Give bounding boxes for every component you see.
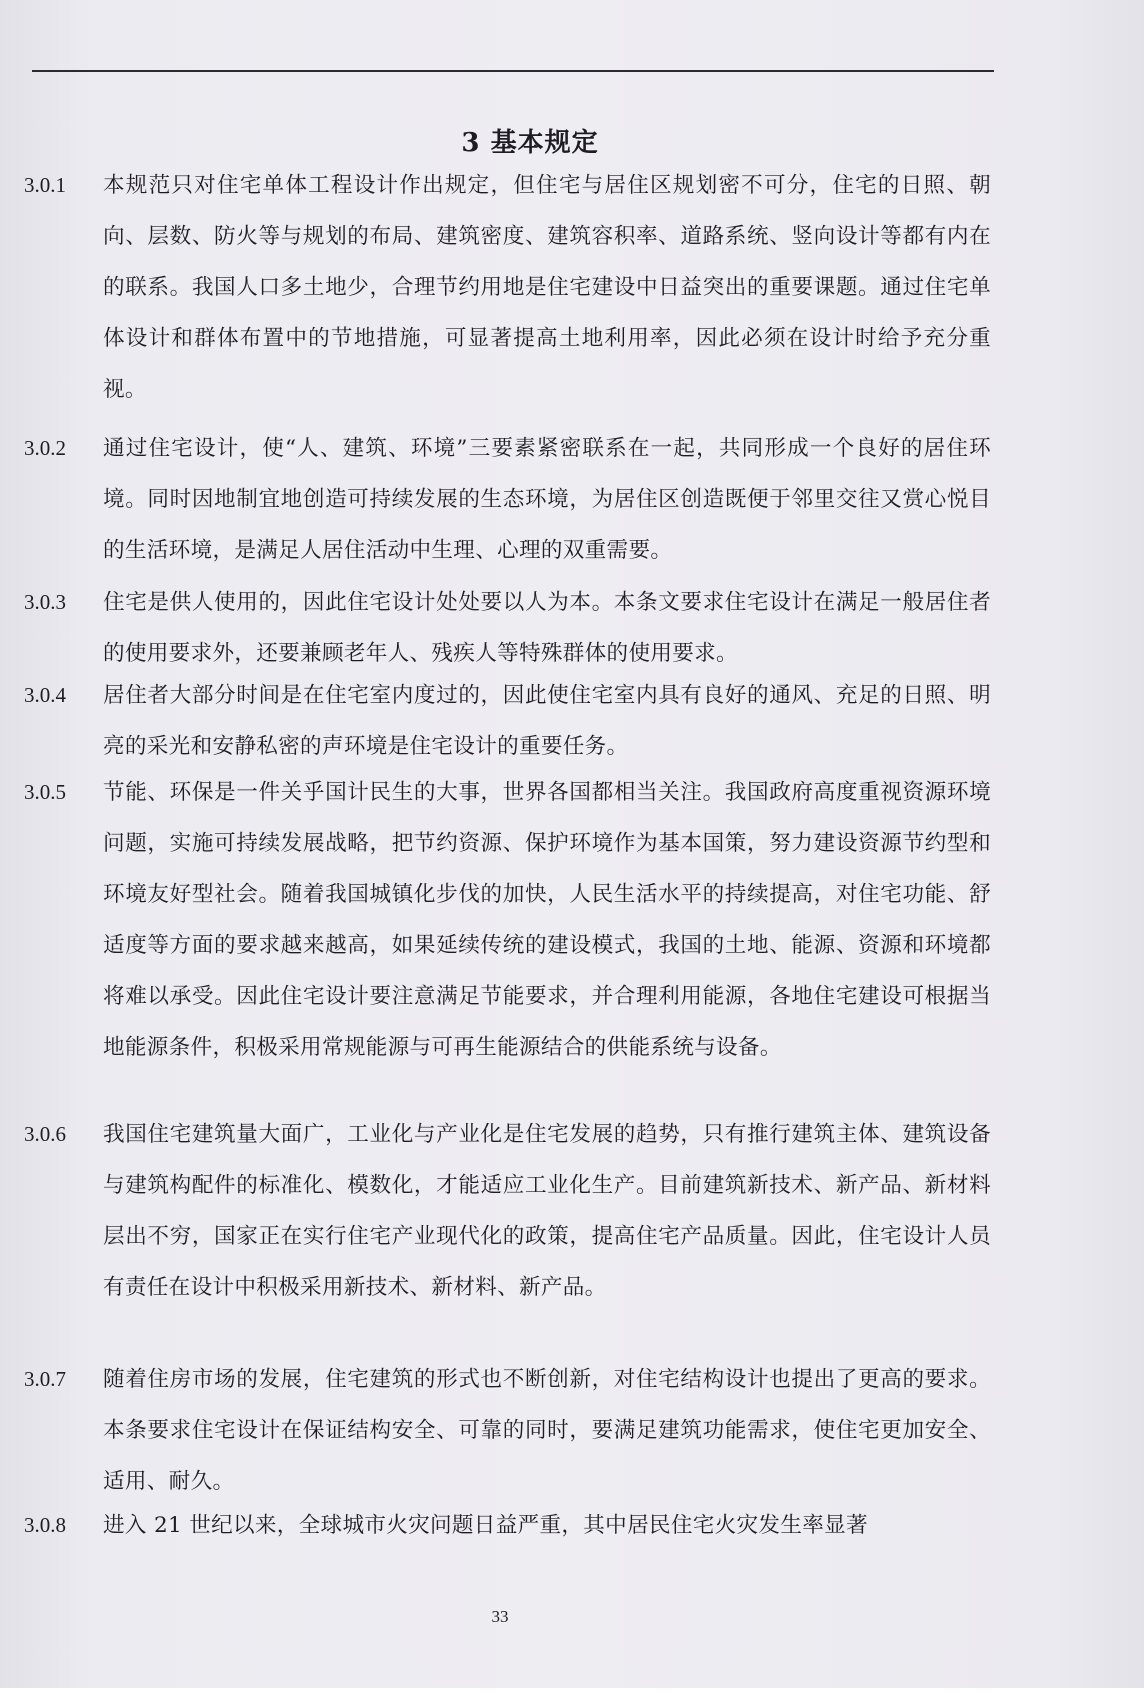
clause-number: 3.0.8 — [24, 1513, 66, 1537]
clause-text: 居住者大部分时间是在住宅室内度过的，因此使住宅室内具有良好的通风、充足的日照、明亮的采光和安静私密的声环境是住宅设计的重要任务。 — [103, 683, 991, 759]
clause-text: 我国住宅建筑量大面广，工业化与产业化是住宅发展的趋势，只有推行建筑主体、建筑设备与建筑构配件的标准化、模数化，才能适应工业化生产。目前建筑新技术、新产品、新材料层出不穷，国家正在实行住宅产业现代化的政策，提高住宅产品质量。因此，住宅设计人员有责任在设计中积极采用新技术、新材料、新产品。 — [103, 1122, 991, 1300]
clause-text: 住宅是供人使用的，因此住宅设计处处要以人为本。本条文要求住宅设计在满足一般居住者的使用要求外，还要兼顾老年人、残疾人等特殊群体的使用要求。 — [103, 590, 991, 666]
clause-number: 3.0.7 — [24, 1367, 66, 1391]
clause-text: 随着住房市场的发展，住宅建筑的形式也不断创新，对住宅结构设计也提出了更高的要求。本条要求住宅设计在保证结构安全、可靠的同时，要满足建筑功能需求，使住宅更加安全、适用、耐久。 — [103, 1367, 991, 1494]
clause-number: 3.0.4 — [24, 683, 66, 707]
chapter-title: 3 基本规定 — [461, 128, 599, 158]
header-rule — [32, 70, 994, 72]
clause-number: 3.0.1 — [24, 173, 66, 197]
clause-text: 进入 21 世纪以来，全球城市火灾问题日益严重，其中居民住宅火灾发生率显著 — [103, 1513, 868, 1538]
page-number: 33 — [491, 1607, 509, 1626]
clause-number: 3.0.6 — [24, 1122, 66, 1146]
scan-bottom-margin — [0, 1688, 1144, 1700]
clause-number: 3.0.5 — [24, 780, 66, 804]
clause-text: 通过住宅设计，使“人、建筑、环境”三要素紧密联系在一起，共同形成一个良好的居住环境。同时因地制宜地创造可持续发展的生态环境，为居住区创造既便于邻里交往又赏心悦目的生活环境，是满足人居住活动中生理、心理的双重需要。 — [103, 436, 991, 563]
clause-number: 3.0.2 — [24, 436, 66, 460]
clause-text: 本规范只对住宅单体工程设计作出规定，但住宅与居住区规划密不可分，住宅的日照、朝向、层数、防火等与规划的布局、建筑密度、建筑容积率、道路系统、竖向设计等都有内在的联系。我国人口多土地少，合理节约用地是住宅建设中日益突出的重要课题。通过住宅单体设计和群体布置中的节地措施，可显著提高土地利用率，因此必须在设计时给予充分重视。 — [103, 173, 991, 402]
clause-number: 3.0.3 — [24, 590, 66, 614]
clause-text: 节能、环保是一件关乎国计民生的大事，世界各国都相当关注。我国政府高度重视资源环境问题，实施可持续发展战略，把节约资源、保护环境作为基本国策，努力建设资源节约型和环境友好型社会。随着我国城镇化步伐的加快，人民生活水平的持续提高，对住宅功能、舒适度等方面的要求越来越高，如果延续传统的建设模式，我国的土地、能源、资源和环境都将难以承受。因此住宅设计要注意满足节能要求，并合理利用能源，各地住宅建设可根据当地能源条件，积极采用常规能源与可再生能源结合的供能系统与设备。 — [103, 780, 991, 1060]
